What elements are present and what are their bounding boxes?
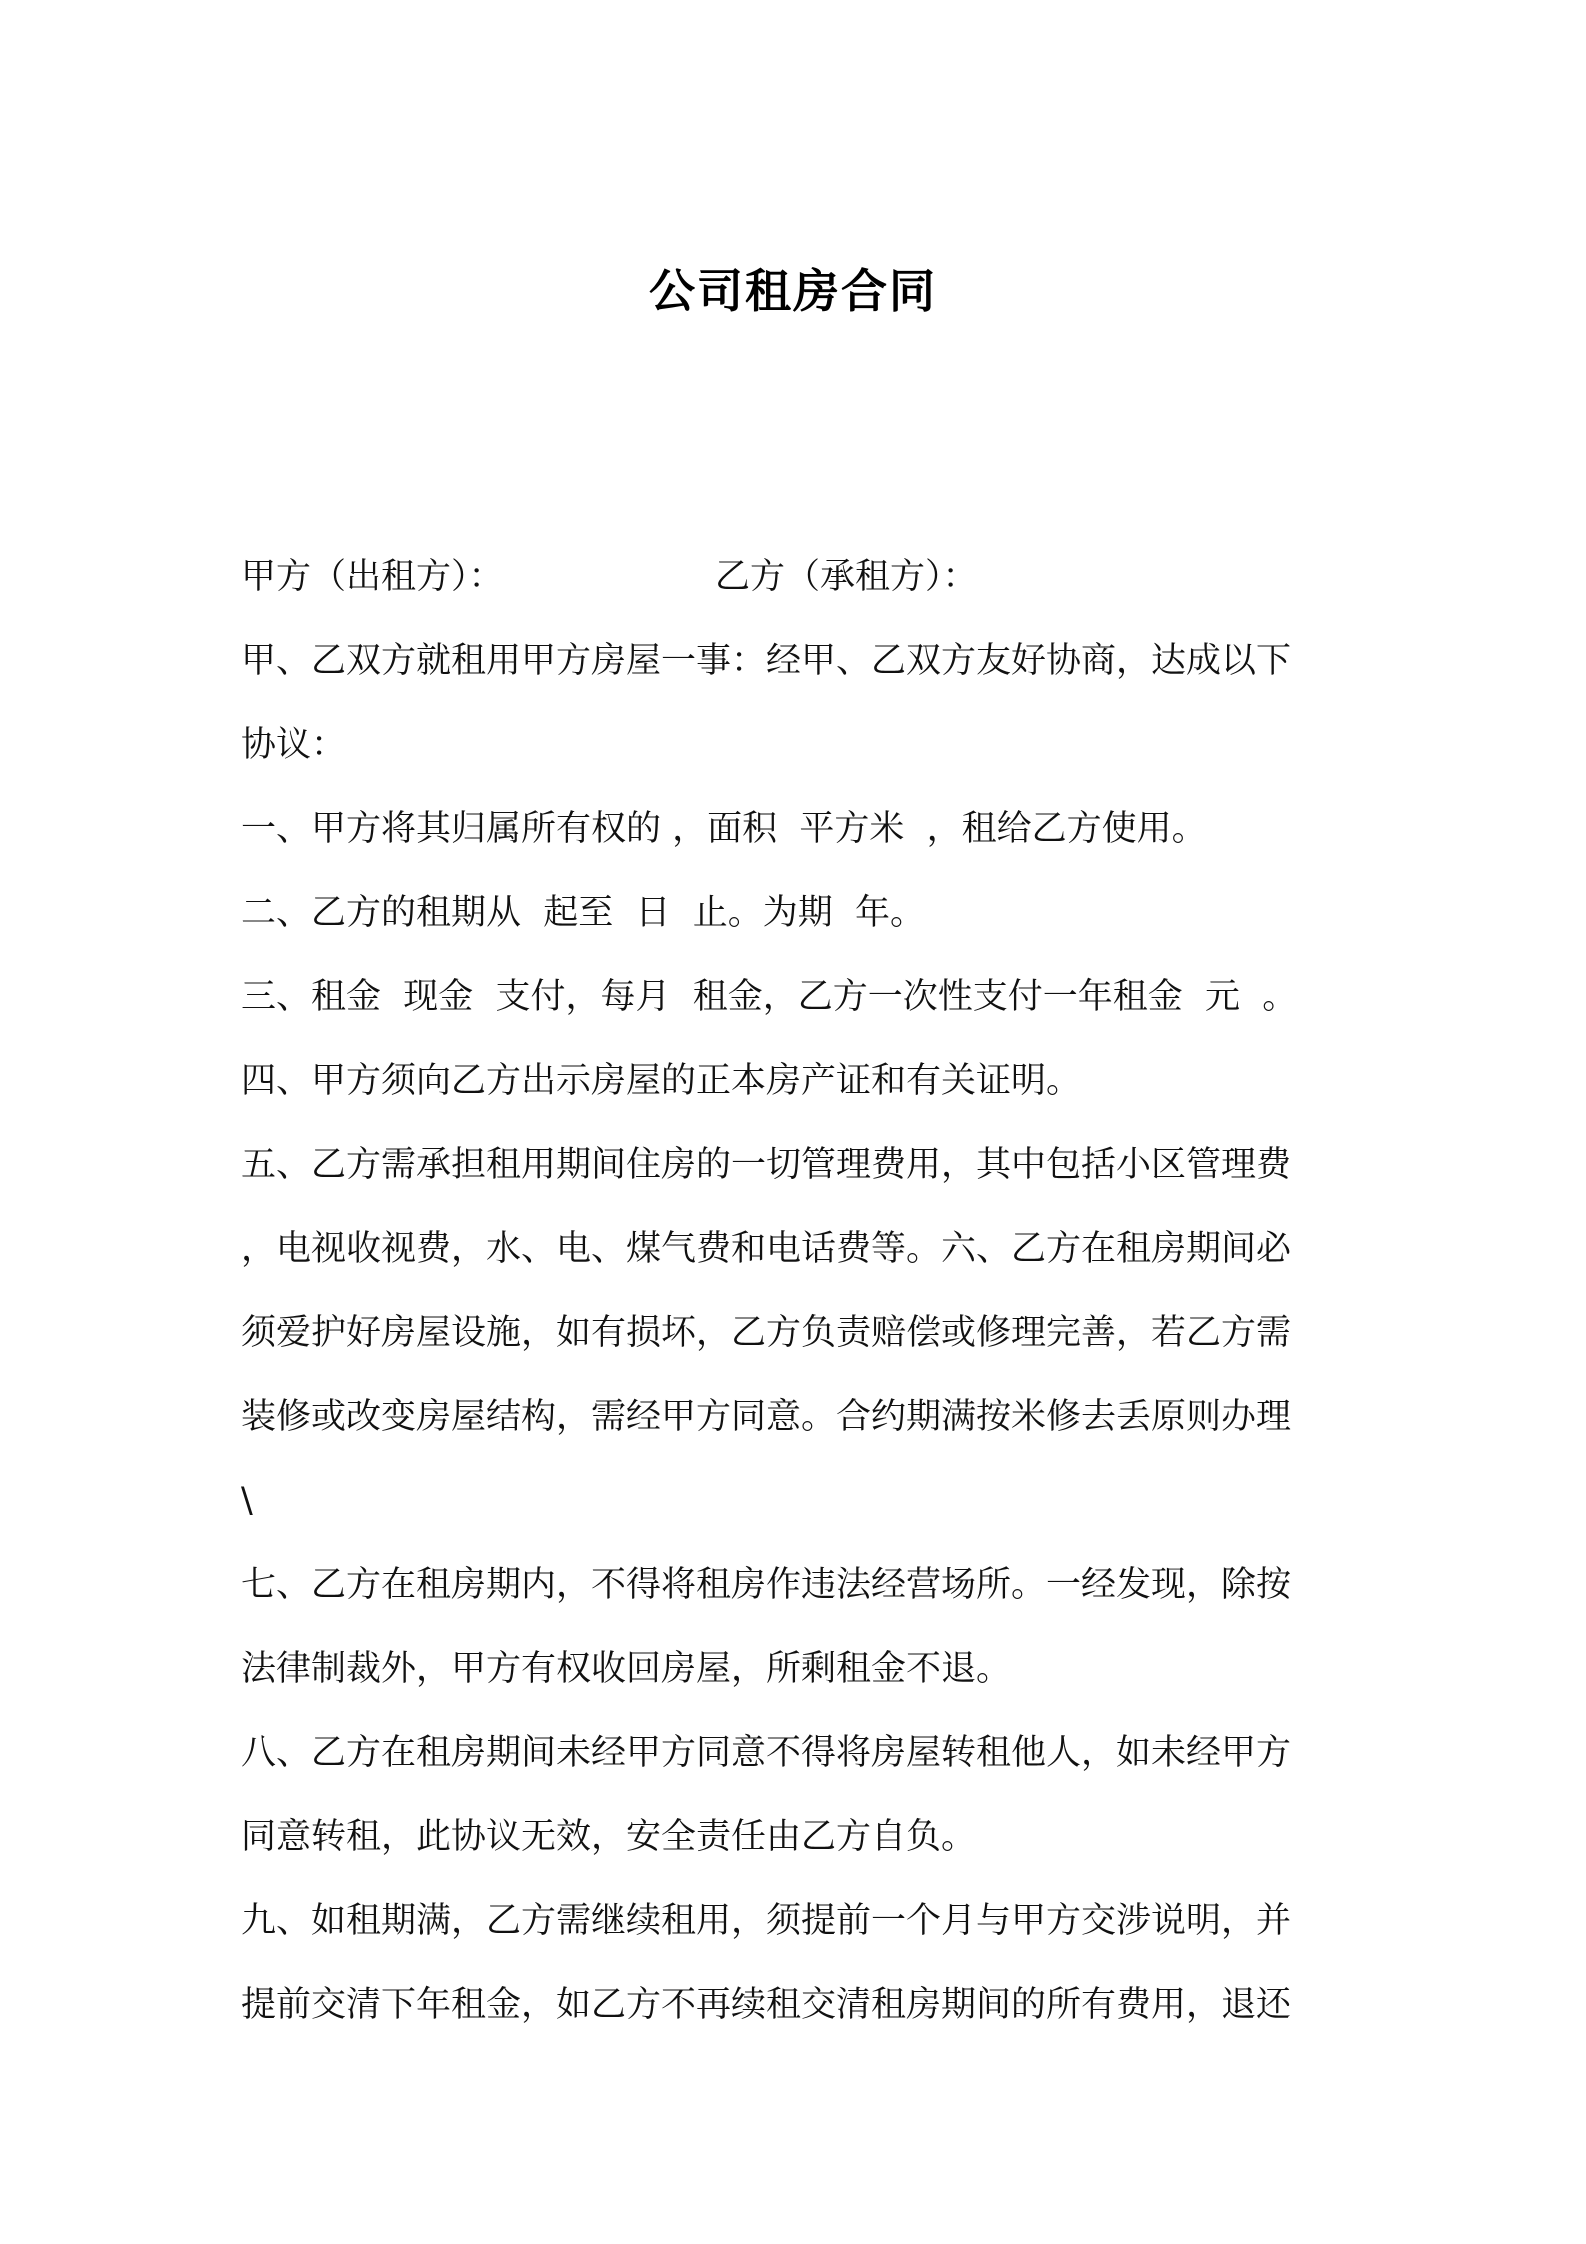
contract-line: 须爱护好房屋设施，如有损坏，乙方负责赔偿或修理完善，若乙方需 (241, 1313, 1292, 1353)
contract-line: 同意转租，此协议无效，安全责任由乙方自负。 (241, 1817, 977, 1857)
contract-line: ，电视收视费，水、电、煤气费和电话费等。六、乙方在租房期间必 (241, 1229, 1292, 1269)
contract-line: 九、如租期满，乙方需继续租用，须提前一个月与甲方交涉说明，并 (241, 1901, 1292, 1941)
contract-line: 法律制裁外，甲方有权收回房屋，所剩租金不退。 (241, 1649, 1012, 1689)
contract-line: 五、乙方需承担租用期间住房的一切管理费用，其中包括小区管理费 (241, 1145, 1292, 1185)
document-title: 公司租房合同 (649, 264, 937, 318)
contract-line: 协议： (241, 725, 347, 765)
contract-line: 提前交清下年租金，如乙方不再续租交清租房期间的所有费用，退还 (241, 1985, 1292, 2025)
contract-line: \ (241, 1481, 253, 1521)
contract-line: 甲、乙双方就租用甲方房屋一事：经甲、乙双方友好协商，达成以下 (241, 641, 1292, 681)
contract-line: 四、甲方须向乙方出示房屋的正本房产证和有关证明。 (241, 1061, 1082, 1101)
contract-line: 三、租金 现金 支付，每月 租金，乙方一次性支付一年租金 元 。 (241, 977, 1298, 1017)
party-a-label: 甲方（出租方）： (241, 557, 504, 597)
party-b-label: 乙方（承租方）： (715, 557, 978, 597)
contract-line: 七、乙方在租房期内，不得将租房作违法经营场所。一经发现，除按 (241, 1565, 1292, 1605)
contract-line: 二、乙方的租期从 起至 日 止。为期 年。 (241, 893, 926, 933)
contract-line: 八、乙方在租房期间未经甲方同意不得将房屋转租他人，如未经甲方 (241, 1733, 1292, 1773)
contract-line: 一、甲方将其归属所有权的 ，面积 平方米 ，租给乙方使用。 (241, 809, 1207, 849)
parties-line (241, 535, 1361, 619)
contract-body (241, 535, 1361, 2047)
contract-line: 装修或改变房屋结构，需经甲方同意。合约期满按米修去丢原则办理 (241, 1397, 1292, 1437)
